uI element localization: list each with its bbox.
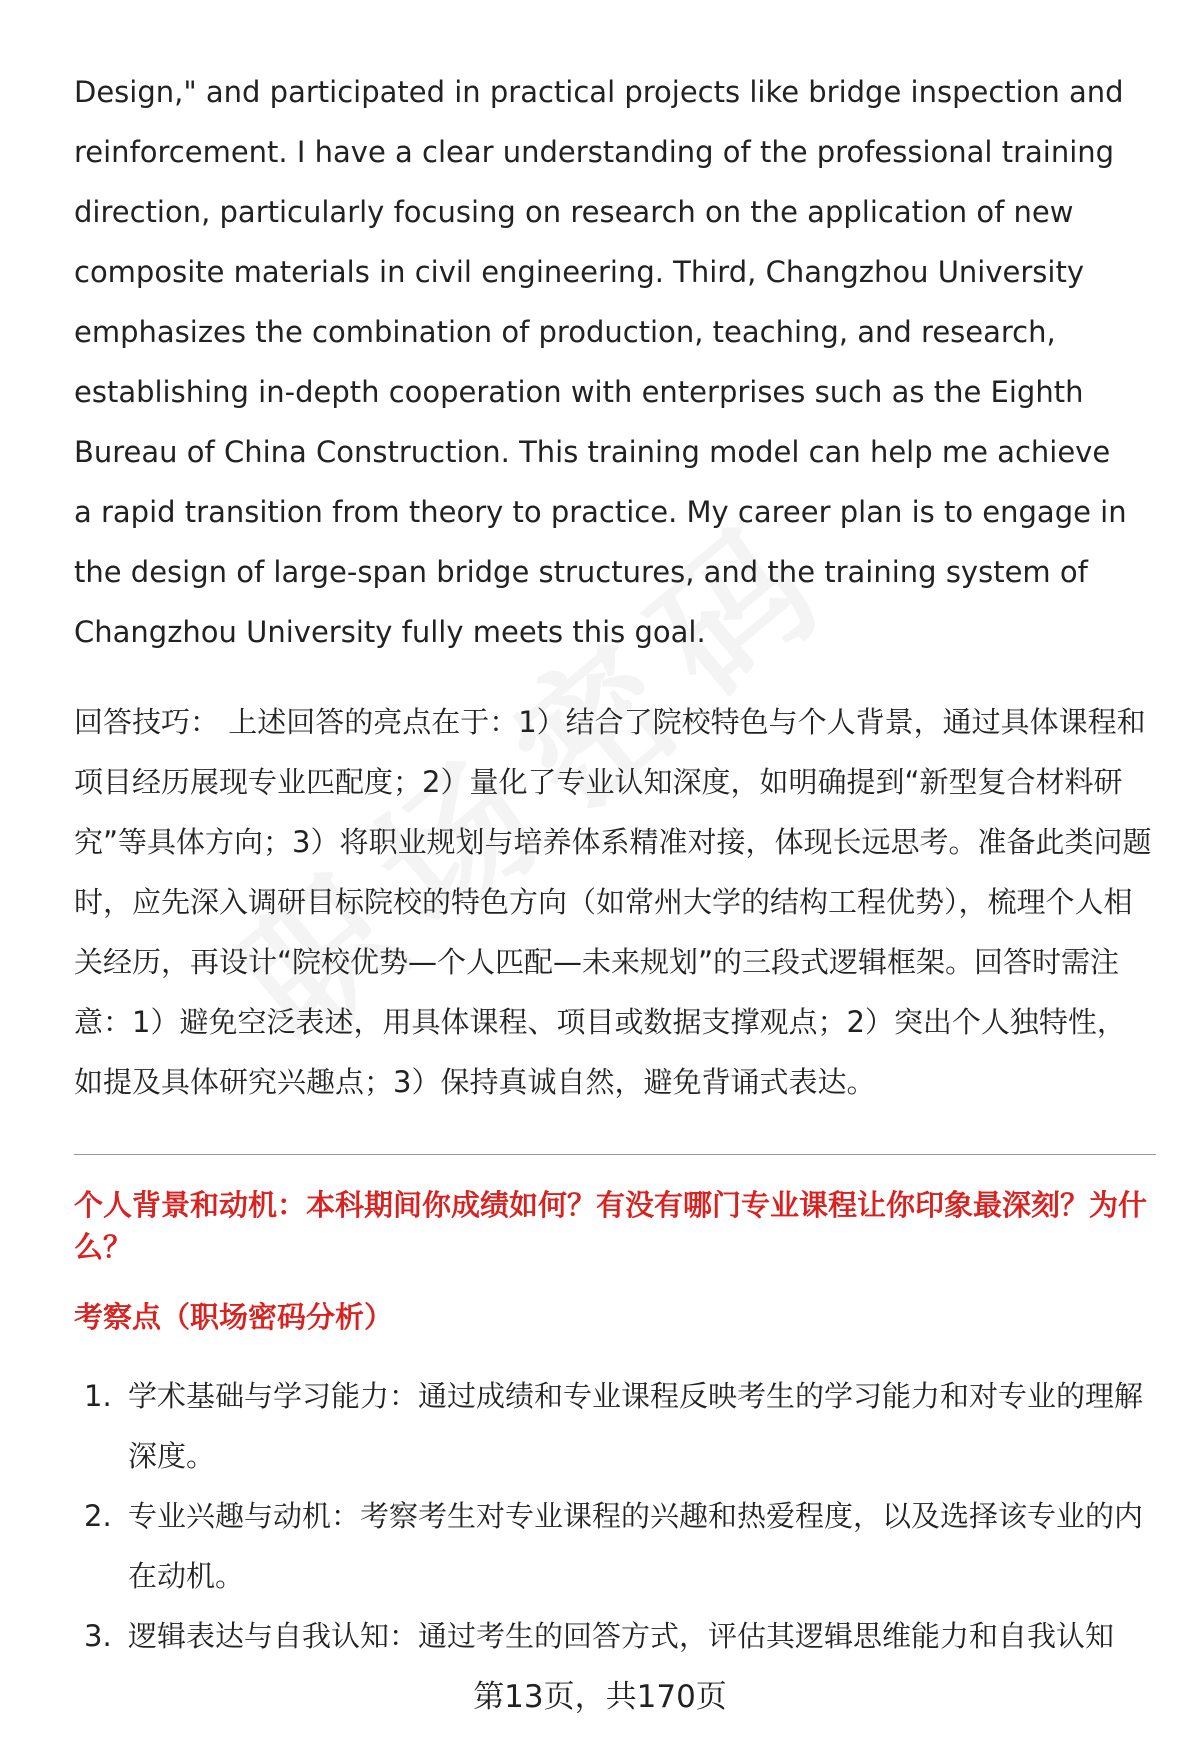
list-item — [74, 1366, 1156, 1486]
assessment-points-heading: 考察点（职场密码分析） — [74, 1300, 394, 1334]
tips-label: 回答技巧： — [74, 705, 220, 739]
section-divider — [74, 1154, 1156, 1155]
list-number: 2. — [84, 1499, 112, 1533]
answer-tips-paragraph — [74, 692, 1154, 1112]
page-content — [74, 62, 1154, 1112]
list-text: 专业兴趣与动机：考察考生对专业课程的兴趣和热爱程度，以及选择该专业的内在动机。 — [128, 1499, 1144, 1593]
list-item — [74, 1606, 1156, 1666]
assessment-points-list — [74, 1366, 1156, 1666]
list-number: 3. — [84, 1619, 112, 1653]
question-heading: 个人背景和动机：本科期间你成绩如何？有没有哪门专业课程让你印象最深刻？为什么？ — [74, 1188, 1148, 1264]
page-number: 第13页，共170页 — [473, 1679, 727, 1715]
list-item — [74, 1486, 1156, 1606]
list-number: 1. — [84, 1379, 112, 1413]
tips-text: 上述回答的亮点在于：1）结合了院校特色与个人背景，通过具体课程和项目经历展现专业匹配度；2）量化了专业认知深度，如明确提到“新型复合材料研究”等具体方向；3）将职业规划与培养体系精准对接，体现长远思考。准备此类问题时，应先深入调研目标院校的特色方向（如常州大学的结构工程优势），梳理个人相关经历，再设计“院校优势—个人匹配—未来规划”的三段式逻辑框架。回答时需注意：1）避免空泛表述，用具体课程、项目或数据支撑观点；2）突出个人独特性，如提及具体研究兴趣点；3）保持真诚自然，避免背诵式表达。 — [74, 705, 1152, 1099]
list-text: 逻辑表达与自我认知：通过考生的回答方式，评估其逻辑思维能力和自我认知 — [128, 1619, 1115, 1653]
answer-paragraph: Design," and participated in practical projects like bridge inspection and reinforcement. I have a clear understanding of the professional training direction, particularly focusing on research on the application of new composite materials in civil engineering. Third, Changzhou University emphasizes the combination of production, teaching, and research, establishing in-depth cooperation with enterprises such as the Eighth Bureau of China Construction. This training model can help me achieve a rapid transition from theory to practice. My career plan is to engage in the design of large-span bridge structures, and the training system of Changzhou University fully meets this goal. — [74, 75, 1127, 649]
list-text: 学术基础与学习能力：通过成绩和专业课程反映考生的学习能力和对专业的理解深度。 — [128, 1379, 1144, 1473]
